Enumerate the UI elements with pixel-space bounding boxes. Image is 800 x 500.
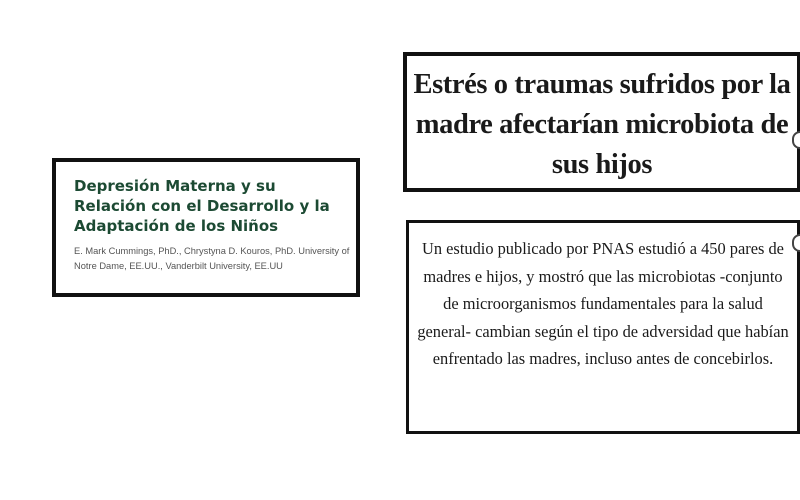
edge-fragment bbox=[792, 234, 800, 252]
edge-fragment bbox=[792, 131, 800, 149]
headline-text: Estrés o traumas sufridos por la madre afectarían microbiota de sus hijos bbox=[413, 69, 791, 180]
article-authors: E. Mark Cummings, PhD., Chrystyna D. Kouros, PhD. University of Notre Dame, EE.UU., Vanderbilt University, EE.UU bbox=[74, 246, 350, 271]
body-text-box bbox=[406, 220, 800, 434]
article-card bbox=[52, 158, 360, 297]
body-paragraph: Un estudio publicado por PNAS estudió a 450 pares de madres e hijos, y mostró que las microbiotas -conjunto de microorganismos fundamentales para la salud general- cambian según el tipo de adversidad que habían enfrentado las madres, incluso antes de concebirlos. bbox=[417, 239, 789, 368]
article-title: Depresión Materna y su Relación con el Desarrollo y la Adaptación de los Niños bbox=[74, 177, 330, 235]
headline-box bbox=[403, 52, 800, 192]
